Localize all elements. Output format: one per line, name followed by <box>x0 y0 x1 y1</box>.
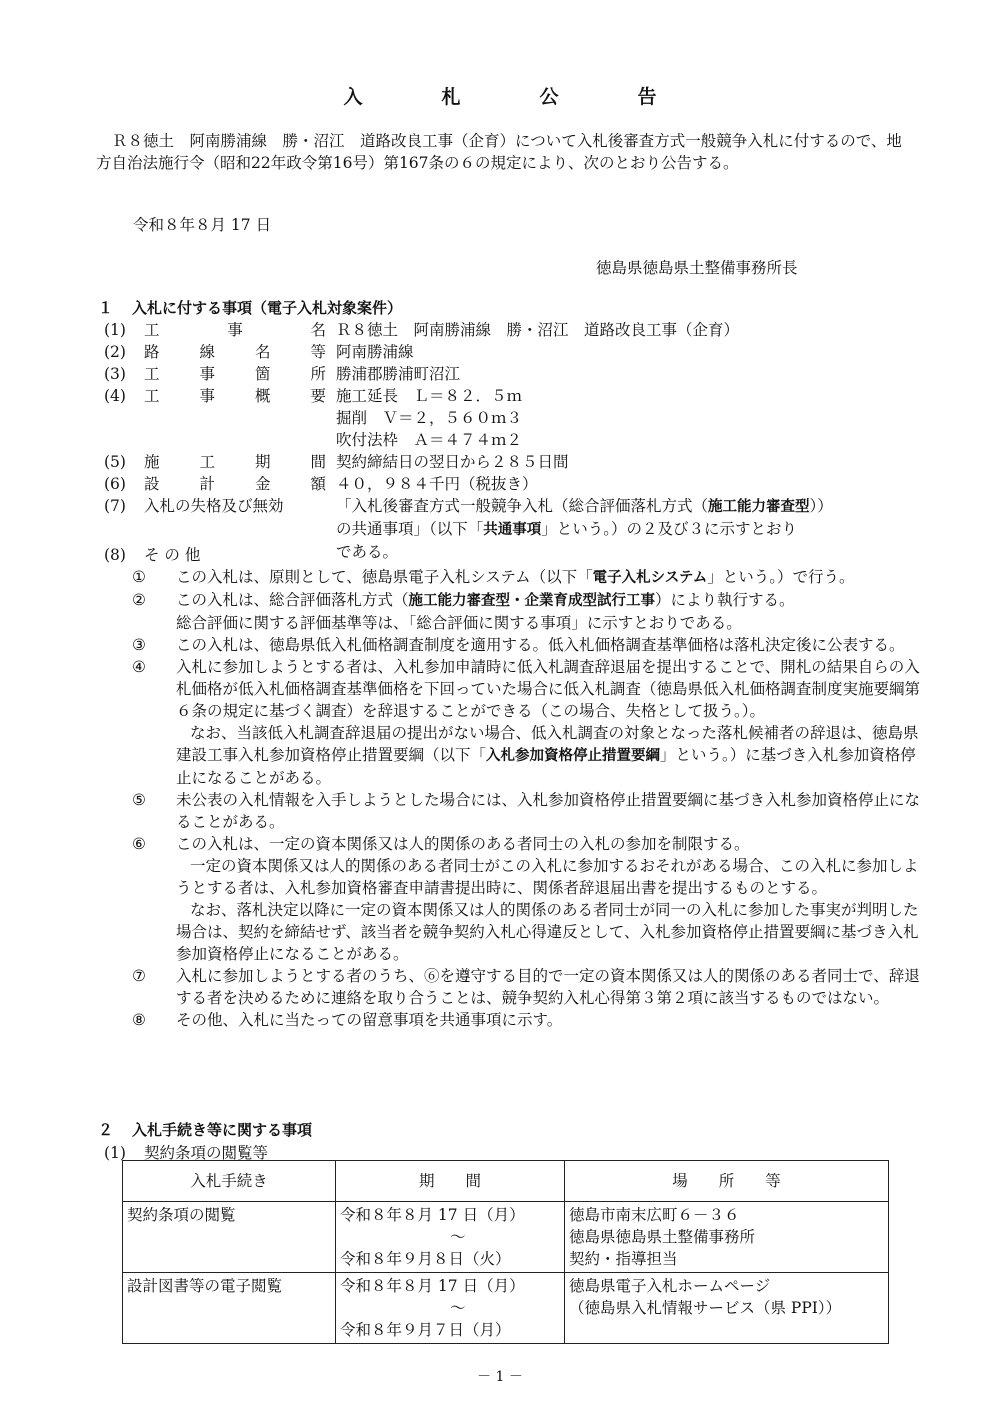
item-label: 設 計 金 額 <box>144 475 326 493</box>
list-item: ⑧ その他、入札に当たっての留意事項を共通事項に示す。 <box>132 1011 563 1029</box>
item-row <box>104 319 904 341</box>
item-number: (4) <box>104 387 126 405</box>
item-row <box>104 363 904 385</box>
column-header: 場 所 等 <box>565 1161 889 1202</box>
section-2-heading <box>98 1119 312 1141</box>
column-header: 期 間 <box>336 1161 565 1202</box>
item-label: 路 線 名 等 <box>144 343 326 361</box>
item-value: 契約締結日の翌日から２８５日間 <box>336 453 569 471</box>
section-1-number: １ <box>98 299 114 317</box>
item-row <box>104 385 904 451</box>
intro-paragraph: Ｒ８徳土 阿南勝浦線 勝・沼江 道路改良工事（企育）について入札後審査方式一般競争入札に付するので、地方自治法施行令（昭和22年政令第16号）第167条の６の規定により、次のとおり公告する。 <box>96 132 902 172</box>
item-number: (1) <box>104 321 126 339</box>
table-row <box>123 1202 889 1273</box>
item-number: (6) <box>104 475 126 493</box>
item-value: Ｒ８徳土 阿南勝浦線 勝・沼江 道路改良工事（企育） <box>336 321 740 339</box>
section-1-items <box>104 319 904 563</box>
item-row <box>104 451 904 473</box>
item-number: (8) <box>104 546 126 564</box>
list-item: ① この入札は、原則として、徳島県電子入札システム（以下「電子入札システム」という。）で行う。 <box>132 568 855 586</box>
table-cell: 設計図書等の電子閲覧 <box>123 1273 336 1344</box>
subsection-heading: (1) 契約条項の閲覧等 <box>104 1144 269 1162</box>
issuer-name: 徳島県徳島県土整備事務所長 <box>596 259 798 277</box>
item-label: 施 工 期 間 <box>144 453 326 471</box>
document-title: 入 札 公 告 <box>343 86 687 108</box>
item-value: 施工延長 Ｌ＝８２．５ｍ 掘削 Ｖ＝２，５６０ｍ３ 吹付法枠 Ａ＝４７４ｍ２ <box>336 387 523 449</box>
section-2-title: 入札手続き等に関する事項 <box>132 1121 313 1139</box>
item-label: 工 事 名 <box>144 321 326 339</box>
list-item: ④ 入札に参加しようとする者は、入札参加申請時に低入札調査辞退届を提出することで、開札の結果自らの入札価格が低入札価格調査基準価格を下回っていた場合に低入札調査（徳島県低入札価格調査制度実施要綱第６条の規定に基づく調査）を辞退することができる（この場合、失格として扱う。）。 なお、当該低入札調査辞退届の提出がない場合、低入札調査の対象となった落札候補者の辞退は、徳島県建設工事入札参加資格停止措置要綱（以下「入札参加資格停止措置要綱」という。）に基づき入札参加資格停止になることがある。 <box>132 658 921 787</box>
table-header-row <box>123 1161 889 1202</box>
list-item: ⑥ この入札は、一定の資本関係又は人的関係のある者同士の入札の参加を制限する。 一定の資本関係又は人的関係のある者同士がこの入札に参加するおそれがある場合、この入札に参加しようとする者は、入札参加資格審査申請書提出時に、関係者辞退届出書を提出するものとする。 なお、落札決定以降に一定の資本関係又は人的関係のある者同士が同一の入札に参加した事実が判明した場合は、契約を締結せず、該当者を競争契約入札心得違反として、入札参加資格停止措置要綱に基づき入札参加資格停止になることがある。 <box>132 835 919 963</box>
item-number: (3) <box>104 365 126 383</box>
item-value: 勝浦郡勝浦町沼江 <box>336 365 461 383</box>
section-2-number: ２ <box>98 1121 114 1139</box>
table-row <box>123 1273 889 1344</box>
item-label: 入札の失格及び無効 <box>144 497 284 515</box>
table-cell: 契約条項の閲覧 <box>123 1202 336 1273</box>
table-cell: 徳島県電子入札ホームページ （徳島県入札情報サービス（県 PPI）） <box>565 1273 889 1344</box>
list-item: ② この入札は、総合評価落札方式（施工能力審査型・企業育成型試行工事）により執行する。 総合評価に関する評価基準等は、「総合評価に関する事項」に示すとおりである。 <box>132 591 795 632</box>
notice-date: 令和８年８月 17 日 <box>133 216 272 234</box>
item-number: (2) <box>104 343 126 361</box>
item-row <box>104 473 904 495</box>
item-value: ４０，９８４千円（税抜き） <box>336 475 538 493</box>
table-cell: 徳島市南末広町６－３６ 徳島県徳島県土整備事務所 契約・指導担当 <box>565 1202 889 1273</box>
table-cell: 令和８年８月 17 日（月） ～ 令和８年９月７日（月） <box>336 1273 565 1344</box>
other-matters <box>104 544 921 1031</box>
list-item: ③ この入札は、徳島県低入札価格調査制度を適用する。低入札価格調査基準価格は落札決定後に公表する。 <box>132 636 905 654</box>
column-header: 入札手続き <box>123 1161 336 1202</box>
item-label: 工 事 箇 所 <box>144 365 326 383</box>
item-number: (7) <box>104 497 126 515</box>
list-item: ⑦ 入札に参加しようとする者のうち、⑥を遵守する目的で一定の資本関係又は人的関係のある者同士で、辞退する者を決めるために連絡を取り合うことは、競争契約入札心得第３第２項に該当するものではない。 <box>132 967 920 1007</box>
section-1-heading <box>98 297 402 319</box>
procedure-table <box>122 1160 889 1344</box>
item-label: 工 事 概 要 <box>144 387 326 405</box>
item-label: そ の 他 <box>144 546 201 564</box>
table-cell: 令和８年８月 17 日（月） ～ 令和８年９月８日（火） <box>336 1202 565 1273</box>
item-number: (5) <box>104 453 126 471</box>
item-row <box>104 341 904 363</box>
item-value: 阿南勝浦線 <box>336 343 414 361</box>
list-item: ⑤ 未公表の入札情報を入手しようとした場合には、入札参加資格停止措置要綱に基づき入札参加資格停止になることがある。 <box>132 791 921 831</box>
item-value: 「入札後審査方式一般競争入札（総合評価落札方式（施工能力審査型）） の共通事項」（以下「共通事項」という。）の２及び３に示すとおり である。 <box>336 497 833 561</box>
section-1-title: 入札に付する事項（電子入札対象案件） <box>132 299 403 317</box>
page-number: － 1 － <box>477 1369 523 1385</box>
